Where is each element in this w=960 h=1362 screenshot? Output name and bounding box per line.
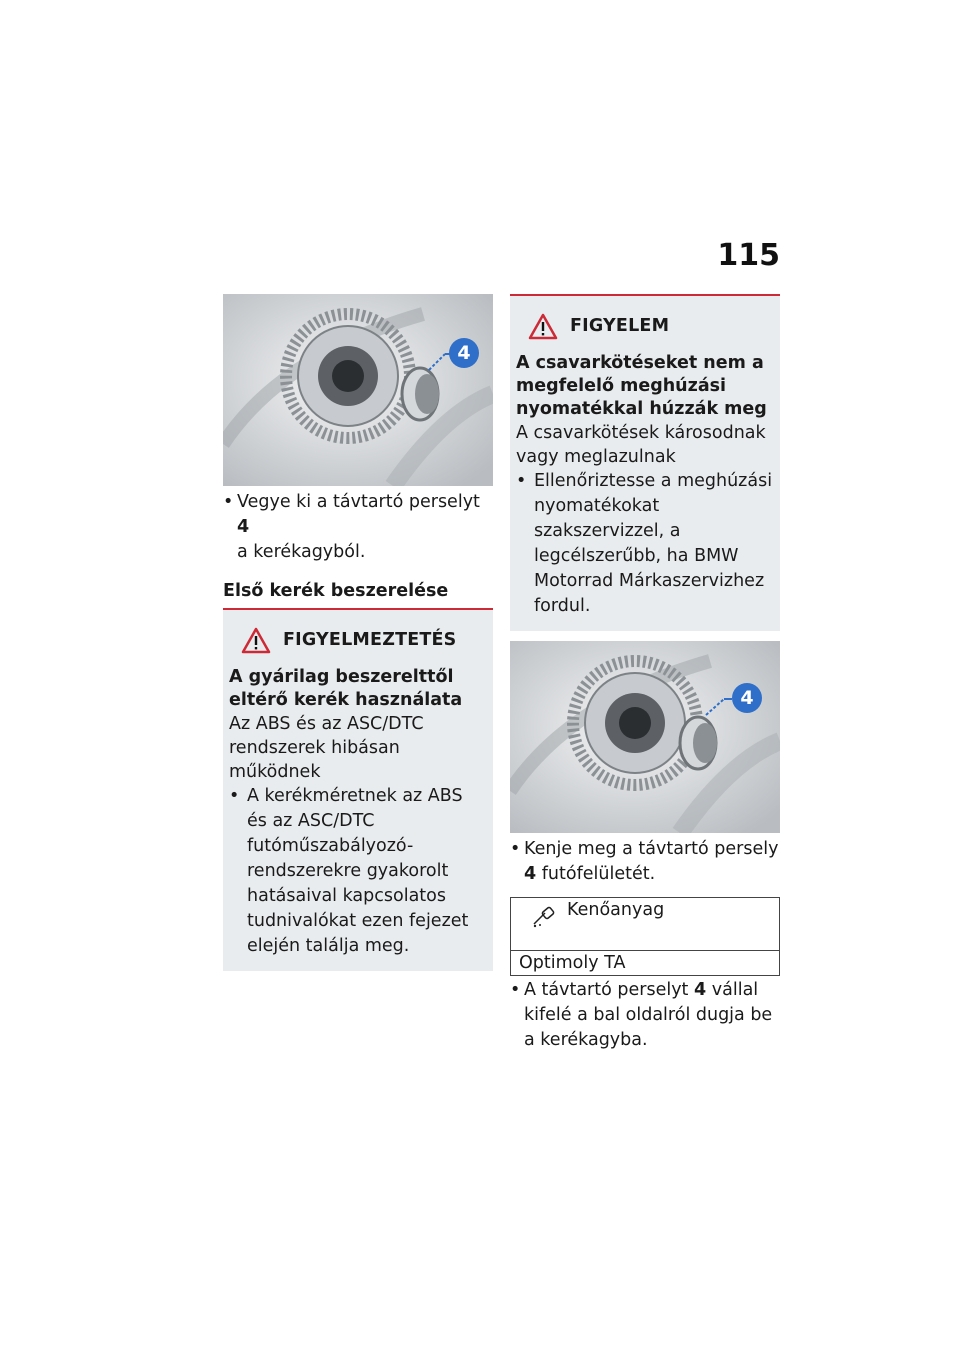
list-item: • Ellenőriztesse a meghúzási nyomatékokat szakszervizzel, a legcélszerűbb, ha BMW Motorrad Márkaszervizhez fordul. (516, 469, 774, 619)
right-column (510, 294, 780, 1053)
warning-header (229, 620, 487, 660)
left-column (223, 294, 493, 971)
list-item: • Vegye ki a távtartó perselyt 4 a kerékagyból. (223, 490, 493, 565)
lubricant-value: Optimoly TA (519, 953, 626, 973)
warning-triangle-icon (528, 313, 558, 340)
lubricant-icon (531, 906, 557, 928)
caution-subtitle: A csavarkötéseket nem a megfelelő meghúzási nyomatékkal húzzák meg (516, 353, 767, 419)
list-item: • A távtartó perselyt 4 vállal kifelé a bal oldalról dugja be a kerékagyba. (510, 978, 780, 1053)
step-list-2 (510, 837, 780, 887)
warning-triangle-icon (241, 627, 271, 654)
warning-body: Az ABS és az ASC/DTC rendszerek hibásan működnek (229, 714, 424, 782)
page-number: 115 (717, 238, 780, 273)
warning-subtitle: A gyárilag beszerelttől eltérő kerék használata (229, 667, 463, 710)
list-item: • Kenje meg a távtartó persely 4 futófelületét. (510, 837, 780, 887)
section-heading: Első kerék beszerelése (223, 579, 493, 610)
warning-bullets (229, 784, 487, 959)
caution-bullets (516, 469, 774, 619)
warning-box (223, 610, 493, 971)
step-list-3 (510, 978, 780, 1053)
lubricant-table (510, 897, 780, 976)
list-item: • A kerékméretnek az ABS és az ASC/DTC futóműszabályozó-rendszerekre gyakorolt hatásaival kapcsolatos tudnivalókat ezen fejezet elején találja meg. (229, 784, 487, 959)
figure-callout-4: 4 (449, 338, 479, 368)
lubricant-header (511, 898, 779, 951)
lubricant-label: Kenőanyag (567, 900, 665, 920)
warning-title: FIGYELMEZTETÉS (283, 630, 457, 650)
caution-title: FIGYELEM (570, 316, 670, 336)
wheel-hub-figure-2 (510, 641, 780, 833)
wheel-hub-figure-1 (223, 294, 493, 486)
step-list-1 (223, 490, 493, 565)
figure-callout-4: 4 (732, 683, 762, 713)
caution-body: A csavarkötések károsodnak vagy meglazulnak (516, 423, 766, 467)
caution-box (510, 294, 780, 631)
caution-header (516, 306, 774, 346)
